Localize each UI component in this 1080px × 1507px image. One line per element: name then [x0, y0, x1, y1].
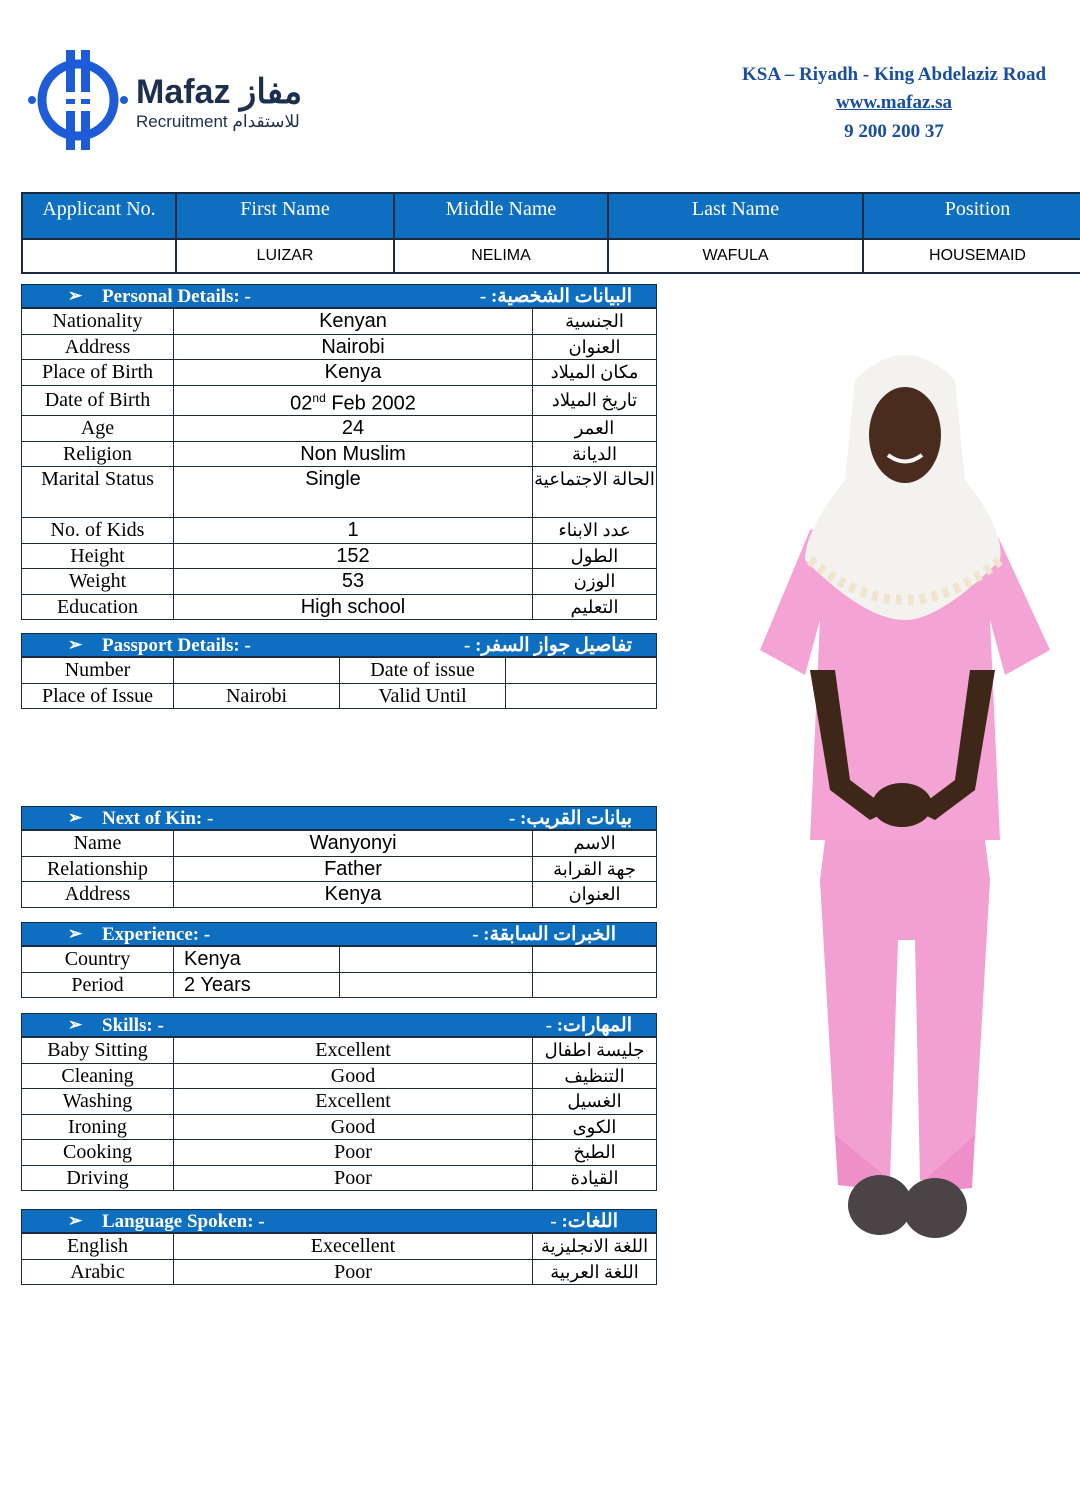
contact-phone: 9 200 200 37	[844, 121, 944, 142]
col-applicant-no: Applicant No.	[22, 193, 176, 239]
last-name-value: WAFULA	[608, 239, 863, 273]
section-header	[21, 1209, 657, 1233]
row-label-ar: القيادة	[533, 1165, 657, 1191]
table-row	[22, 594, 657, 620]
table-row	[22, 1089, 657, 1115]
table-row	[22, 416, 657, 442]
logo-name: Mafaz مفاز	[136, 73, 303, 111]
row-label-ar: مكان الميلاد	[533, 360, 657, 386]
next-of-kin-section	[21, 806, 657, 908]
dob-suffix: nd	[312, 390, 326, 405]
empty-cell	[340, 947, 533, 973]
row-label: Marital Status	[22, 467, 174, 518]
row-value: Kenyan	[174, 309, 533, 335]
col-first-name: First Name	[176, 193, 394, 239]
row-label: Driving	[22, 1165, 174, 1191]
personal-details-table	[21, 308, 657, 620]
contact-website[interactable]	[734, 92, 1054, 114]
section-title: Personal Details: -	[102, 286, 251, 307]
section-title-ar: الخبرات السابقة: -	[472, 924, 616, 945]
arrow-icon: ➢	[68, 1211, 83, 1230]
section-title: Next of Kin: -	[102, 808, 214, 829]
table-row	[22, 1038, 657, 1064]
empty-cell	[340, 972, 533, 998]
row-value: Execellent	[174, 1234, 533, 1260]
row-label: Place of Birth	[22, 360, 174, 386]
empty-cell	[533, 947, 657, 973]
company-logo	[26, 48, 346, 152]
row-label: Cleaning	[22, 1063, 174, 1089]
row-label-ar: الطبخ	[533, 1140, 657, 1166]
row-label: Date of Birth	[22, 385, 174, 416]
row-label-ar: التعليم	[533, 594, 657, 620]
row-value: Good	[174, 1114, 533, 1140]
arrow-icon: ➢	[68, 924, 83, 943]
table-row	[22, 882, 657, 908]
row-value: Good	[174, 1063, 533, 1089]
row-label: Religion	[22, 441, 174, 467]
table-row	[22, 441, 657, 467]
row-label-ar: العنوان	[533, 882, 657, 908]
table-row	[22, 683, 657, 709]
row-label-ar: الطول	[533, 543, 657, 569]
row-label: Date of issue	[340, 658, 506, 684]
languages-table	[21, 1233, 657, 1285]
table-row	[22, 569, 657, 595]
section-header	[21, 1013, 657, 1037]
row-label: Valid Until	[340, 683, 506, 709]
dob-day: 02	[290, 392, 313, 415]
row-label: Number	[22, 658, 174, 684]
table-row	[22, 334, 657, 360]
row-label-ar: اللغة الانجليزية	[533, 1234, 657, 1260]
section-title: Experience: -	[102, 924, 211, 945]
table-row	[22, 309, 657, 335]
section-title-ar: البيانات الشخصية: -	[479, 286, 632, 307]
arrow-icon: ➢	[68, 286, 83, 305]
table-row	[22, 467, 657, 518]
applicant-photo	[740, 320, 1070, 1260]
row-label: Washing	[22, 1089, 174, 1115]
arrow-icon: ➢	[68, 1015, 83, 1034]
personal-details-section	[21, 284, 657, 620]
row-value: Single	[174, 467, 533, 518]
row-value: Wanyonyi	[174, 831, 533, 857]
row-label: Address	[22, 882, 174, 908]
row-label: Ironing	[22, 1114, 174, 1140]
next-of-kin-table	[21, 830, 657, 908]
row-label: Weight	[22, 569, 174, 595]
row-label: Name	[22, 831, 174, 857]
row-value: Kenya	[174, 882, 533, 908]
row-label: Arabic	[22, 1259, 174, 1285]
table-row	[22, 1259, 657, 1285]
passport-details-table	[21, 657, 657, 709]
row-label-ar: العمر	[533, 416, 657, 442]
passport-number-value	[174, 658, 340, 684]
contact-address: KSA – Riyadh - King Abdelaziz Road	[741, 64, 1047, 85]
col-middle-name: Middle Name	[394, 193, 608, 239]
dob-rest: Feb 2002	[325, 392, 416, 415]
table-row	[22, 1140, 657, 1166]
row-value: Poor	[174, 1165, 533, 1191]
row-label: Education	[22, 594, 174, 620]
row-label-ar: تاريخ الميلاد	[533, 385, 657, 416]
row-label-ar: التنظيف	[533, 1063, 657, 1089]
logo-subtitle: Recruitment للاستقدام	[136, 112, 300, 131]
row-label: Baby Sitting	[22, 1038, 174, 1064]
issue-date-value	[506, 658, 657, 684]
row-label-ar: الغسيل	[533, 1089, 657, 1115]
table-row	[22, 360, 657, 386]
row-label: Period	[22, 972, 174, 998]
table-row	[22, 1165, 657, 1191]
section-title: Language Spoken: -	[102, 1211, 265, 1232]
experience-section	[21, 922, 657, 998]
row-value	[174, 385, 533, 416]
row-value: Non Muslim	[174, 441, 533, 467]
row-label-ar: اللغة العربية	[533, 1259, 657, 1285]
col-last-name: Last Name	[608, 193, 863, 239]
row-value: 53	[174, 569, 533, 595]
table-row	[22, 972, 657, 998]
table-row	[22, 658, 657, 684]
table-row	[22, 1234, 657, 1260]
row-label-ar: الديانة	[533, 441, 657, 467]
table-row	[22, 856, 657, 882]
row-label: Country	[22, 947, 174, 973]
section-title-ar: تفاصيل جواز السفر: -	[464, 635, 632, 656]
row-value: 1	[174, 518, 533, 544]
section-title: Passport Details: -	[102, 635, 251, 656]
website-link[interactable]: www.mafaz.sa	[835, 92, 953, 113]
logo-mark-icon	[26, 48, 130, 152]
row-label-ar: الوزن	[533, 569, 657, 595]
row-label: No. of Kids	[22, 518, 174, 544]
arrow-icon: ➢	[68, 808, 83, 827]
row-value: Poor	[174, 1140, 533, 1166]
empty-cell	[533, 972, 657, 998]
section-title: Skills: -	[102, 1015, 164, 1036]
row-label: Age	[22, 416, 174, 442]
skills-table	[21, 1037, 657, 1191]
section-header	[21, 806, 657, 830]
table-row	[22, 543, 657, 569]
row-value: Kenya	[174, 947, 340, 973]
row-label: Cooking	[22, 1140, 174, 1166]
row-label-ar: الجنسية	[533, 309, 657, 335]
table-row	[22, 1114, 657, 1140]
row-value: Excellent	[174, 1038, 533, 1064]
passport-details-section	[21, 633, 657, 709]
row-label: Address	[22, 334, 174, 360]
place-of-issue-value: Nairobi	[174, 683, 340, 709]
experience-table	[21, 946, 657, 998]
row-label: English	[22, 1234, 174, 1260]
section-title-ar: بيانات القريب: -	[508, 808, 632, 829]
languages-section	[21, 1209, 657, 1285]
first-name-value: LUIZAR	[176, 239, 394, 273]
section-header	[21, 284, 657, 308]
skills-section	[21, 1013, 657, 1191]
row-value: High school	[174, 594, 533, 620]
row-value: Poor	[174, 1259, 533, 1285]
row-label-ar: الحالة الاجتماعية	[533, 467, 657, 518]
table-row	[22, 1063, 657, 1089]
row-label: Relationship	[22, 856, 174, 882]
section-header	[21, 922, 657, 946]
row-value: Excellent	[174, 1089, 533, 1115]
row-label-ar: الاسم	[533, 831, 657, 857]
valid-until-value	[506, 683, 657, 709]
row-label-ar: جهة القرابة	[533, 856, 657, 882]
row-value: Nairobi	[174, 334, 533, 360]
row-value: Kenya	[174, 360, 533, 386]
row-label-ar: عدد الابناء	[533, 518, 657, 544]
table-row	[22, 831, 657, 857]
col-position: Position	[863, 193, 1080, 239]
arrow-icon: ➢	[68, 635, 83, 654]
table-row	[22, 385, 657, 416]
middle-name-value: NELIMA	[394, 239, 608, 273]
row-label: Height	[22, 543, 174, 569]
row-label: Nationality	[22, 309, 174, 335]
row-value: 152	[174, 543, 533, 569]
row-label-ar: العنوان	[533, 334, 657, 360]
section-title-ar: اللغات: -	[550, 1211, 618, 1232]
row-label-ar: جليسة اطفال	[533, 1038, 657, 1064]
position-value: HOUSEMAID	[863, 239, 1080, 273]
row-label: Place of Issue	[22, 683, 174, 709]
applicant-no-value	[22, 239, 176, 273]
applicant-header-table	[21, 192, 1080, 274]
row-value: Father	[174, 856, 533, 882]
row-value: 2 Years	[174, 972, 340, 998]
section-title-ar: المهارات: -	[545, 1015, 632, 1036]
section-header	[21, 633, 657, 657]
row-value: 24	[174, 416, 533, 442]
row-label-ar: الكوى	[533, 1114, 657, 1140]
table-row	[22, 518, 657, 544]
table-row	[22, 947, 657, 973]
